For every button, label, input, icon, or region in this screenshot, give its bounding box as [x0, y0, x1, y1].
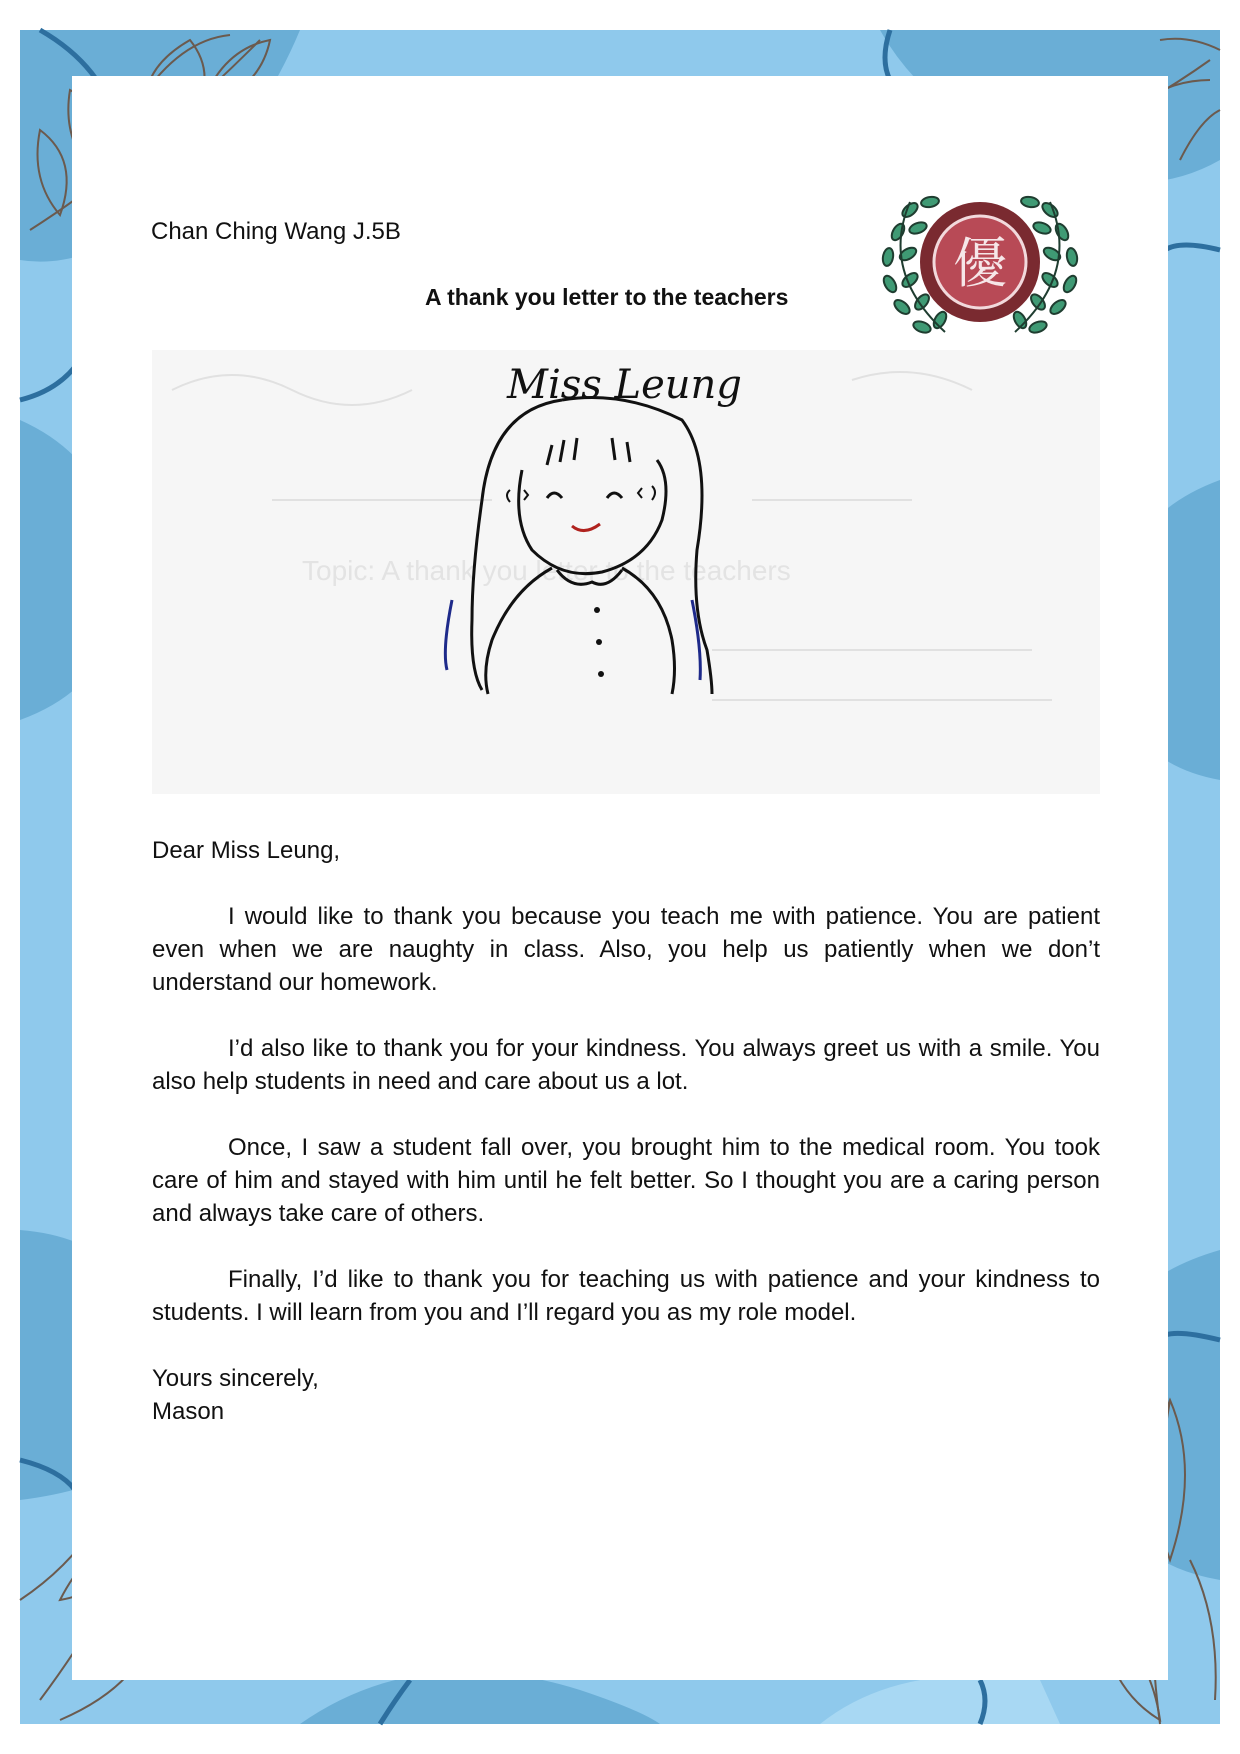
- badge-character: 優: [953, 232, 1007, 295]
- paragraph-3: Once, I saw a student fall over, you brought him to the medical room. You took care of him and stayed with him until he felt better. So I thought you are a caring person and always take care of others.: [152, 1134, 1100, 1227]
- salutation: Dear Miss Leung,: [152, 837, 341, 864]
- drawing-caption: Miss Leung: [507, 362, 742, 408]
- letter-body: [152, 834, 1100, 1428]
- faint-worksheet-text: Topic: A thank you letter to the teachers: [302, 555, 791, 586]
- closing: Yours sincerely,: [152, 1365, 319, 1392]
- paragraph-1: I would like to thank you because you teach me with patience. You are patient even when we are naughty in class. Also, you help us patiently when we don’t understand our homework.: [152, 903, 1100, 996]
- signature: Mason: [152, 1398, 225, 1425]
- paragraph-4: Finally, I’d like to thank you for teaching us with patience and your kindness to students. I will learn from you and I’ll regard you as my role model.: [152, 1266, 1100, 1326]
- student-name: Chan Ching Wang J.5B: [151, 218, 401, 245]
- paragraph-2: I’d also like to thank you for your kindness. You always greet us with a smile. You also help students in need and care about us a lot.: [152, 1035, 1100, 1095]
- merit-badge-icon: [860, 182, 1100, 354]
- teacher-drawing: [152, 350, 1100, 794]
- letter-title: A thank you letter to the teachers: [425, 284, 789, 310]
